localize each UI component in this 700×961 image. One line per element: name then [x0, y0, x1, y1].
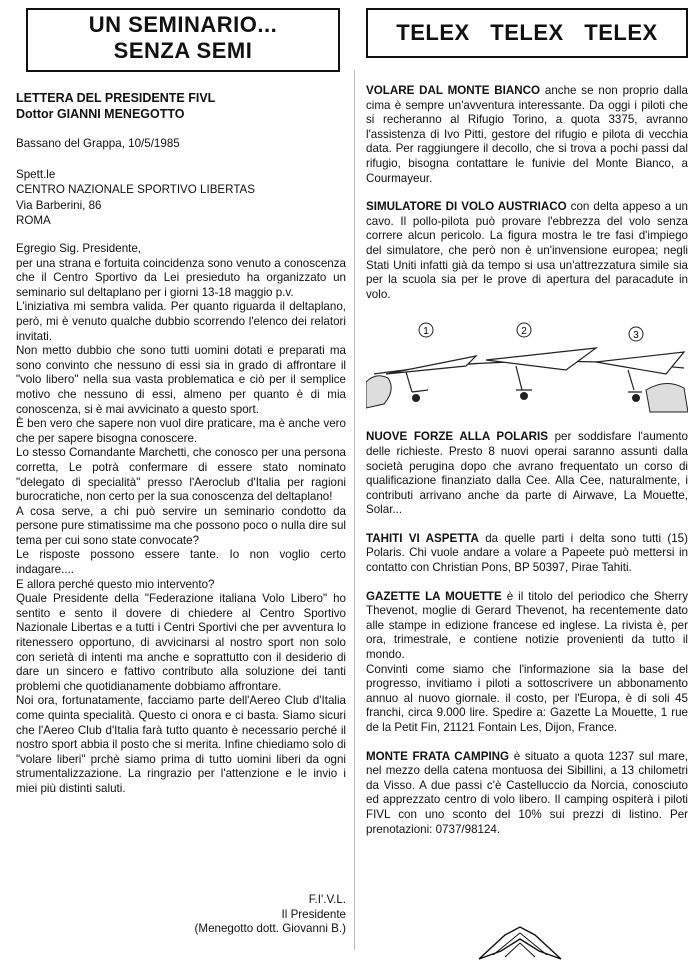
letter-paragraph: per una strana e fortuita coincidenza sono venuto a conoscenza che il Centro Sportivo da Lei presieduto ha organizzato un seminario sul deltaplano per i giorni 13-18 maggio p.v.: [16, 256, 346, 299]
telex-text: con delta appeso a un cavo. Il pollo-pilota può provare l'ebbrezza del volo senza correre alcun pericolo. La figura mostra le tre fasi d'impiego del simulatore, che però non è un'invensione europea; negli Stati Uniti infatti già da tempo si usa un'attrezzatura simile sia per la scuola sia per le prove di apertura del paracadute in volo.: [366, 200, 688, 301]
signature-line: F.I'.V.L.: [308, 893, 346, 906]
telex-item-gazette-continued: Convinti come siamo che l'informazione sia la base del progresso, invitiamo i piloti a sottoscrivere un abbonamento annuo al nuovo giornale. il costo, per l'Europa, è di soli 45 franchi, circa 9.000 lire. Spedire a: Gazette La Mouette, 1 rue de la Petit Fin, 21121 Fontain Les, Dijon, France.: [366, 662, 688, 734]
address-line: CENTRO NAZIONALE SPORTIVO LIBERTAS: [16, 183, 256, 197]
telex-heading: SIMULATORE DI VOLO AUSTRIACO: [366, 200, 567, 214]
letter-paragraph: È ben vero che sapere non vuol dire praticare, ma è anche vero che per sapere bisogna conoscere.: [16, 417, 346, 445]
telex-title-box: TELEX TELEX TELEX: [366, 8, 688, 58]
telex-text: è il titolo del periodico che Sherry Thevenot, moglie di Gerard Thevenot, ha recentemente dato alle stampe in edizione francese ed inglese. La rivista è, per ora, trimestrale, e contiene notizie provenienti da tutto il mondo.: [366, 589, 688, 662]
telex-text: anche se non proprio dalla cima è sempre un'avventura interessante. Da oggi i piloti che si recheranno al Rifugio Torino, a quota 3375, avranno l'assistenza di Ivo Pitti, gestore del rifugio e pilota di vecchia data. Per raggiungere il decollo, che si trova a pochi passi dal rifugio, bisogna contattare le funivie del Monte Bianco, a Courmayeur.: [366, 84, 688, 185]
signature-line: (Menegotto dott. Giovanni B.): [194, 922, 346, 936]
address-line: Spett.le: [16, 168, 56, 182]
address-line: ROMA: [16, 213, 51, 227]
letter-paragraph: Egregio Sig. Presidente,: [16, 242, 142, 256]
hang-glider-simulator-drawing: [366, 312, 688, 416]
letter-heading-line-1: LETTERA DEL PRESIDENTE FIVL: [16, 91, 216, 105]
letter-paragraph: Lo stesso Comandante Marchetti, che conosco per una persona corretta, Le potrà confermare di essere stato nominato "delegato di specialità" presso l'Aeroclub d'Italia per ragioni burocratiche, non certo per la sua conoscenza del deltaplano!: [16, 446, 346, 504]
telex-heading: NUOVE FORZE ALLA POLARIS: [366, 430, 548, 444]
right-column: [366, 8, 688, 837]
article-title-line-2: SENZA SEMI: [113, 38, 253, 63]
telex-item-gazette: [366, 590, 688, 663]
illustration-marker-2: 2: [521, 326, 527, 338]
telex-heading: TAHITI VI ASPETTA: [366, 531, 479, 545]
letter-signature: [16, 893, 346, 937]
letter-paragraph: Noi ora, fortunatamente, facciamo parte dell'Aereo Club d'Italia come quinta specialità. Questo ci onora e ci basta. Siamo sicuri che l'Aereo Club d'Italia farà tutto quanto è necessario perché il nostro sport abbia il posto che si merita. Infine chiediamo solo di "volare liberi" prchè siamo prima di tutto uomini liberi da ogni strumentalizzazione. La ringrazio per l'attenzione e le invio i miei più distinti saluti.: [16, 694, 346, 795]
illustration-marker-3: 3: [633, 330, 639, 342]
letter-paragraph: Quale Presidente della "Federazione italiana Volo Libero" ho sentito e sento il dovere di chiedere al Centro Sportivo Nazionale Libertas e a tutti i Centri Sportivi che per avventura lo ritenessero opportuno, di avvicinarsi al nostro sport non solo con serietà di intenti ma anche e soprattutto con il desiderio di dare un sincero e fattivo contributo alla soluzione dei tanti problemi che quotidianamente dobbiamo affrontare.: [16, 592, 346, 693]
letter-paragraph: Non metto dubbio che sono tutti uomini dotati e preparati ma sono convinto che nessuno di essi sia in grado di affrontare il "volo libero" nella sua vasta problematica e ciò per il semplice motivo che nessuno di essi, almeno per quanto è di mia conoscenza, si è mai avvicinato a questo sport.: [16, 344, 346, 416]
signature-line: Il Presidente: [281, 907, 346, 921]
telex-heading: VOLARE DAL MONTE BIANCO: [366, 84, 541, 97]
telex-item-simulatore: [366, 200, 688, 302]
telex-text: per soddisfare l'aumento delle richieste. Presto 8 nuovi operai saranno assunti dalla società perugina dopo che avrano frequentato un corso di qualificazione finanziato dalla Cee. Alla Cee, naturalmente, i contributi arrivano anche da parte di Airwave, La Mouette, Solar...: [366, 430, 688, 517]
telex-heading: MONTE FRATA CAMPING: [366, 749, 510, 763]
letter-paragraph: Le risposte possono essere tante. Io non voglio certo indagare....: [16, 548, 346, 577]
telex-item-polaris: [366, 430, 688, 518]
recipient-address: [16, 167, 346, 228]
letter-paragraph: A cosa serve, a chi può servire un seminario condotto da persone pure stimatissime ma che possono poco o nulla dire sul tema per cui sono state convocate?: [16, 504, 346, 547]
address-line: Via Barberini, 86: [16, 198, 102, 212]
letter-heading-line-2: Dottor GIANNI MENEGOTTO: [16, 107, 185, 121]
column-divider: [354, 70, 355, 950]
telex-text: è situato a quota 1237 sul mare, nel mezzo della catena montuosa dei Sibillini, a 13 chilometri da Visso. A due passi c'è Castelluccio da Norcia, conosciuto ed apprezzato centro di volo libero. Il camping ospiterà i piloti FIVL con uno sconto del 10% sui prezzi di listino. Per prenotazioni: 0737/98124.: [366, 749, 688, 836]
simulator-illustration: [366, 312, 688, 416]
letter-body: [16, 242, 346, 797]
eagle-logo: [475, 925, 565, 961]
letter-date: Bassano del Grappa, 10/5/1985: [16, 137, 180, 150]
telex-item-tahiti: [366, 532, 688, 576]
letter-heading: [16, 90, 346, 122]
letter-paragraph: E allora perché questo mio intervento?: [16, 577, 215, 591]
article-title-box: [26, 8, 340, 72]
letter-paragraph: L'iniziativa mi sembra valida. Per quanto riguarda il deltaplano, però, mi è venuto qualche dubbio scorrendo l'elenco dei relatori invitati.: [16, 300, 346, 343]
telex-text: da quelle parti i delta sono tutti (15) Polaris. Chi vuole andare a volare a Papeete può mettersi in contatto con Christian Pons, BP 50397, Pirae Tahiti.: [366, 531, 688, 575]
left-column: [16, 8, 346, 797]
telex-item-monte-bianco: [366, 84, 688, 186]
article-title-line-1: UN SEMINARIO...: [88, 12, 278, 37]
illustration-marker-1: 1: [423, 326, 429, 338]
telex-item-monte-frata: [366, 750, 688, 838]
telex-heading: GAZETTE LA MOUETTE: [366, 589, 502, 603]
